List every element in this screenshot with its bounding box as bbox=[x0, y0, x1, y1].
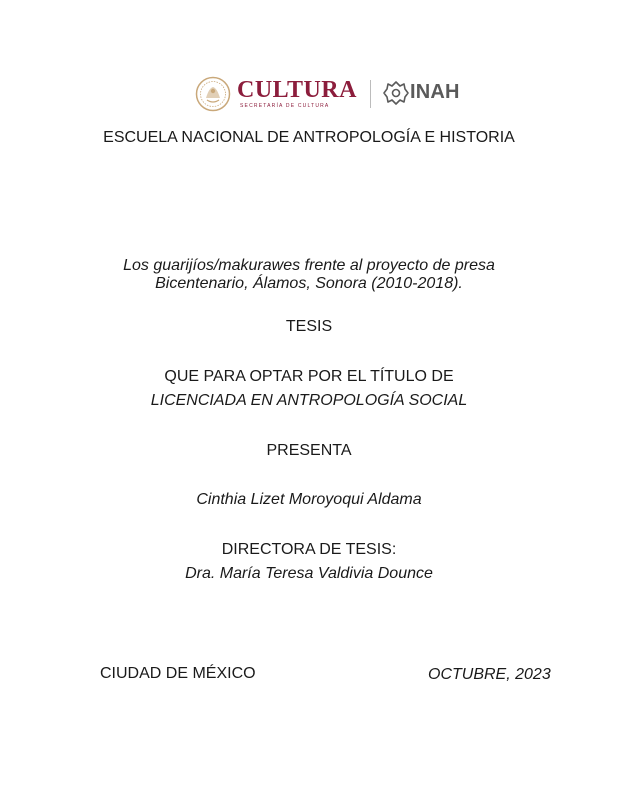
director-name: Dra. María Teresa Valdivia Dounce bbox=[185, 565, 433, 582]
national-seal-icon bbox=[195, 76, 231, 112]
thesis-title-line-1: Los guarijíos/makurawes frente al proyecto de presa bbox=[123, 257, 495, 274]
logo-divider bbox=[370, 80, 371, 108]
degree-intro: QUE PARA OPTAR POR EL TÍTULO DE bbox=[164, 368, 454, 385]
cultura-logo-text: CULTURA bbox=[237, 77, 357, 103]
director-label: DIRECTORA DE TESIS: bbox=[221, 541, 397, 558]
inah-emblem-icon bbox=[383, 80, 409, 106]
degree-title: LICENCIADA EN ANTROPOLOGÍA SOCIAL bbox=[150, 392, 468, 409]
presenta-label: PRESENTA bbox=[266, 442, 352, 459]
author-name: Cinthia Lizet Moroyoqui Aldama bbox=[196, 491, 422, 508]
thesis-title-line-2: Bicentenario, Álamos, Sonora (2010-2018). bbox=[155, 275, 463, 292]
footer-place: CIUDAD DE MÉXICO bbox=[100, 665, 256, 682]
document-type: TESIS bbox=[285, 318, 333, 335]
institution-name: ESCUELA NACIONAL DE ANTROPOLOGÍA E HISTORIA bbox=[103, 129, 515, 146]
header-logos bbox=[0, 72, 618, 120]
inah-logo-text: INAH bbox=[410, 81, 460, 103]
footer-date: OCTUBRE, 2023 bbox=[428, 666, 551, 683]
cultura-logo-subtitle: SECRETARÍA DE CULTURA bbox=[240, 103, 330, 109]
